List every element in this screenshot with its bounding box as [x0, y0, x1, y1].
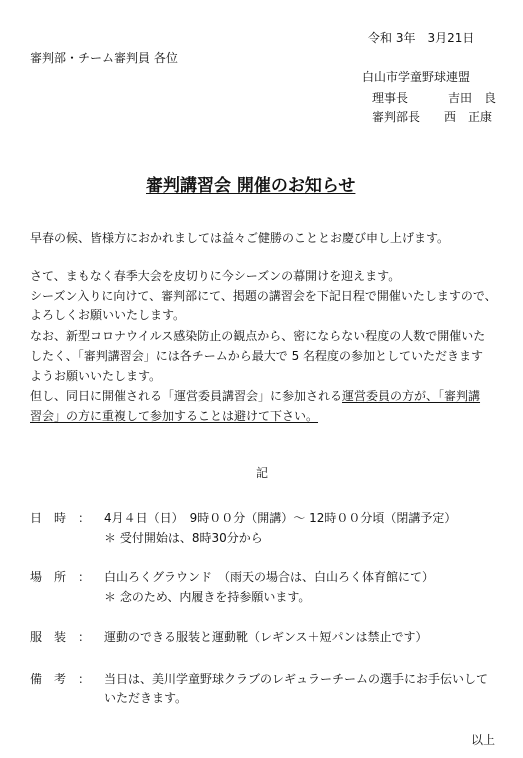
document-title: 審判講習会 開催のお知らせ — [146, 176, 356, 196]
detail-value-attire: 運動のできる服装と運動靴（レギンス＋短パンは禁止です） — [104, 630, 428, 644]
body-line-7-underlined: 運営委員の方が、「審判講 — [342, 389, 481, 403]
detail-note-remarks: いただきます。 — [104, 691, 188, 705]
closing-text: 以上 — [471, 733, 496, 747]
greeting-text: 早春の候、皆様方におかれましては益々ご健勝のこととお慶び申し上げます。 — [30, 231, 450, 245]
body-line-7-plain: 但し、同日に開催される「運営委員講習会」に参加される — [30, 389, 343, 403]
detail-value-remarks: 当日は、美川学童野球クラブのレギュラーチームの選手にお手伝いして — [104, 672, 489, 686]
addressee: 審判部・チーム審判員 各位 — [30, 51, 178, 65]
sender-role-chairman: 理事長 — [372, 91, 409, 105]
detail-label-attire: 服 装 ： — [30, 630, 91, 644]
detail-value-place: 白山ろくグラウンド （雨天の場合は、白山ろく体育館にて） — [104, 570, 435, 584]
detail-label-remarks: 備 考 ： — [30, 672, 91, 686]
ki-marker: 記 — [256, 466, 269, 480]
body-line-4: なお、新型コロナウイルス感染防止の観点から、密にならない程度の人数で開催いた — [30, 329, 486, 343]
document-date: 令和 3年 3月21日 — [368, 31, 475, 45]
body-line-8: 習会」の方に重複して参加することは避けて下さい。 — [30, 409, 319, 423]
detail-label-datetime: 日 時 ： — [30, 511, 91, 525]
body-line-7 — [30, 389, 480, 403]
body-line-1: さて、まもなく春季大会を皮切りに今シーズンの幕開けを迎えます。 — [30, 269, 401, 283]
detail-label-place: 場 所 ： — [30, 570, 91, 584]
body-line-2: シーズン入りに向けて、審判部にて、掲題の講習会を下記日程で開催いたしますので、 — [30, 289, 497, 303]
body-line-3: よろしくお願いいたします。 — [30, 308, 186, 322]
sender-role-umpire-head: 審判部長 — [372, 110, 421, 124]
detail-note-place: ＊ 念のため、内履きを持参願います。 — [104, 590, 311, 604]
detail-note-datetime: ＊ 受付開始は、8時30分から — [104, 531, 263, 545]
body-line-6: ようお願いいたします。 — [30, 369, 162, 383]
sender-organization: 白山市学童野球連盟 — [362, 70, 471, 84]
detail-value-datetime: 4月４日（日） 9時００分（開講）～ 12時００分頃（閉講予定） — [104, 511, 457, 525]
sender-name-chairman: 吉田 良 — [448, 91, 497, 105]
body-line-5: したく、「審判講習会」には各チームから最大で 5 名程度の参加としていただきます — [30, 349, 484, 363]
sender-name-umpire-head: 西 正康 — [444, 110, 493, 124]
